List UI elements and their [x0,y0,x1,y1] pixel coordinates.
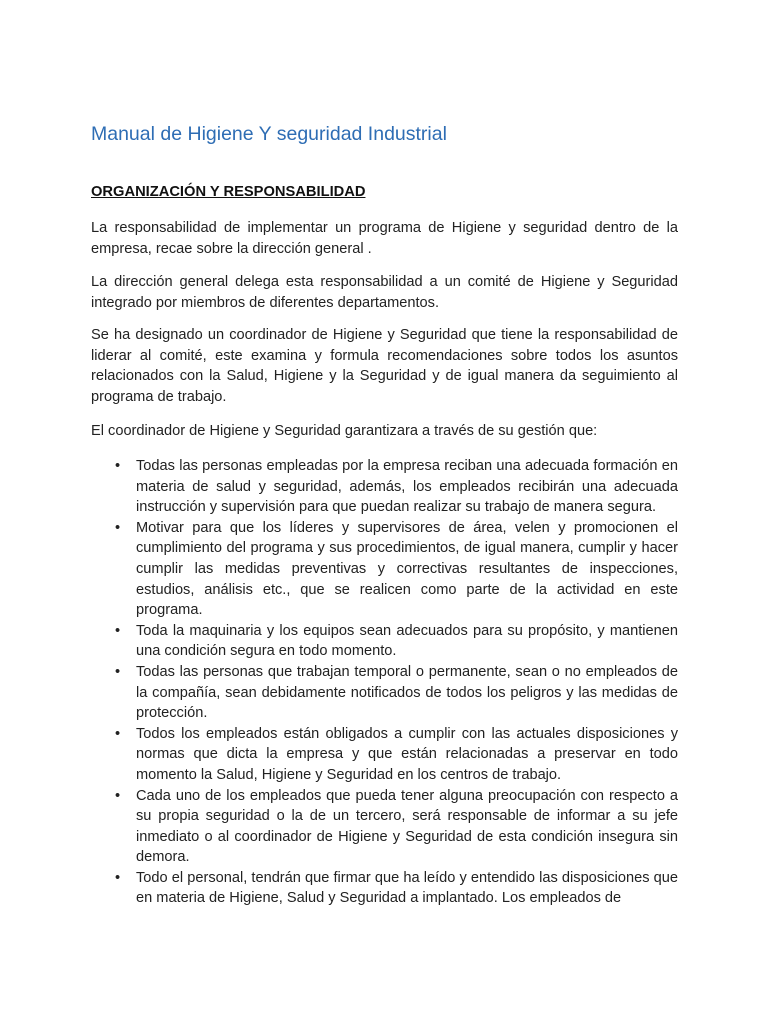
list-item [91,868,678,909]
list-item-text: Todas las personas empleadas por la empresa reciban una adecuada formación en materia de salud y seguridad, además, los empleados recibirán una adecuada instrucción y supervisión para que puedan realizar su trabajo de manera segura. [136,458,678,516]
list-item-text: Todo el personal, tendrán que firmar que ha leído y entendido las disposiciones que en materia de Higiene, Salud y Seguridad a implantado. Los empleados de [136,869,678,907]
list-item-text: Todos los empleados están obligados a cumplir con las actuales disposiciones y normas que dicta la empresa y que están relacionadas a preservar en todo momento la Salud, Higiene y Seguridad en los centros de trabajo. [136,725,678,783]
section-heading: ORGANIZACIÓN Y RESPONSABILIDAD [91,184,366,200]
paragraph-3: Se ha designado un coordinador de Higiene y Seguridad que tiene la responsabilidad de liderar al comité, este examina y formula recomendaciones sobre todos los asuntos relacionados con la Salud, Higiene y la Seguridad y de igual manera da seguimiento al programa de trabajo. [91,327,678,405]
paragraph-1: La responsabilidad de implementar un programa de Higiene y seguridad dentro de la empresa, recae sobre la dirección general . [91,220,678,257]
bullet-icon: • [115,663,121,680]
bullet-list [91,456,678,909]
list-item [91,621,678,662]
list-item [91,786,678,868]
bullet-icon: • [115,869,121,886]
list-item-text: Motivar para que los líderes y supervisores de área, velen y promocionen el cumplimiento del programa y sus procedimientos, de igual manera, cumplir y hacer cumplir las medidas preventivas y correctivas resultantes de inspecciones, estudios, análisis etc., que se realicen como parte de la actividad en este programa. [136,519,678,619]
list-item-text: Toda la maquinaria y los equipos sean adecuados para su propósito, y mantienen una condición segura en todo momento. [136,622,678,660]
list-item [91,724,678,786]
paragraph-4: El coordinador de Higiene y Seguridad garantizara a través de su gestión que: [91,423,598,439]
bullet-icon: • [115,622,121,639]
list-item-text: Todas las personas que trabajan temporal o permanente, sean o no empleados de la compañía, sean debidamente notificados de todos los peligros y las medidas de protección. [136,663,678,722]
list-item [91,662,678,724]
list-item [91,456,678,518]
paragraph-2: La dirección general delega esta responsabilidad a un comité de Higiene y Seguridad integrado por miembros de diferentes departamentos. [91,274,678,311]
list-item [91,518,678,621]
bullet-icon: • [115,458,121,474]
bullet-icon: • [115,725,121,742]
bullet-icon: • [115,519,121,536]
list-item-text: Cada uno de los empleados que pueda tener alguna preocupación con respecto a su propia seguridad o la de un tercero, será responsable de informar a su jefe inmediato o al coordinador de Higiene y Seguridad de esta condición insegura sin demora. [136,787,678,866]
bullet-icon: • [115,787,121,804]
document-title: Manual de Higiene Y seguridad Industrial [91,123,447,145]
